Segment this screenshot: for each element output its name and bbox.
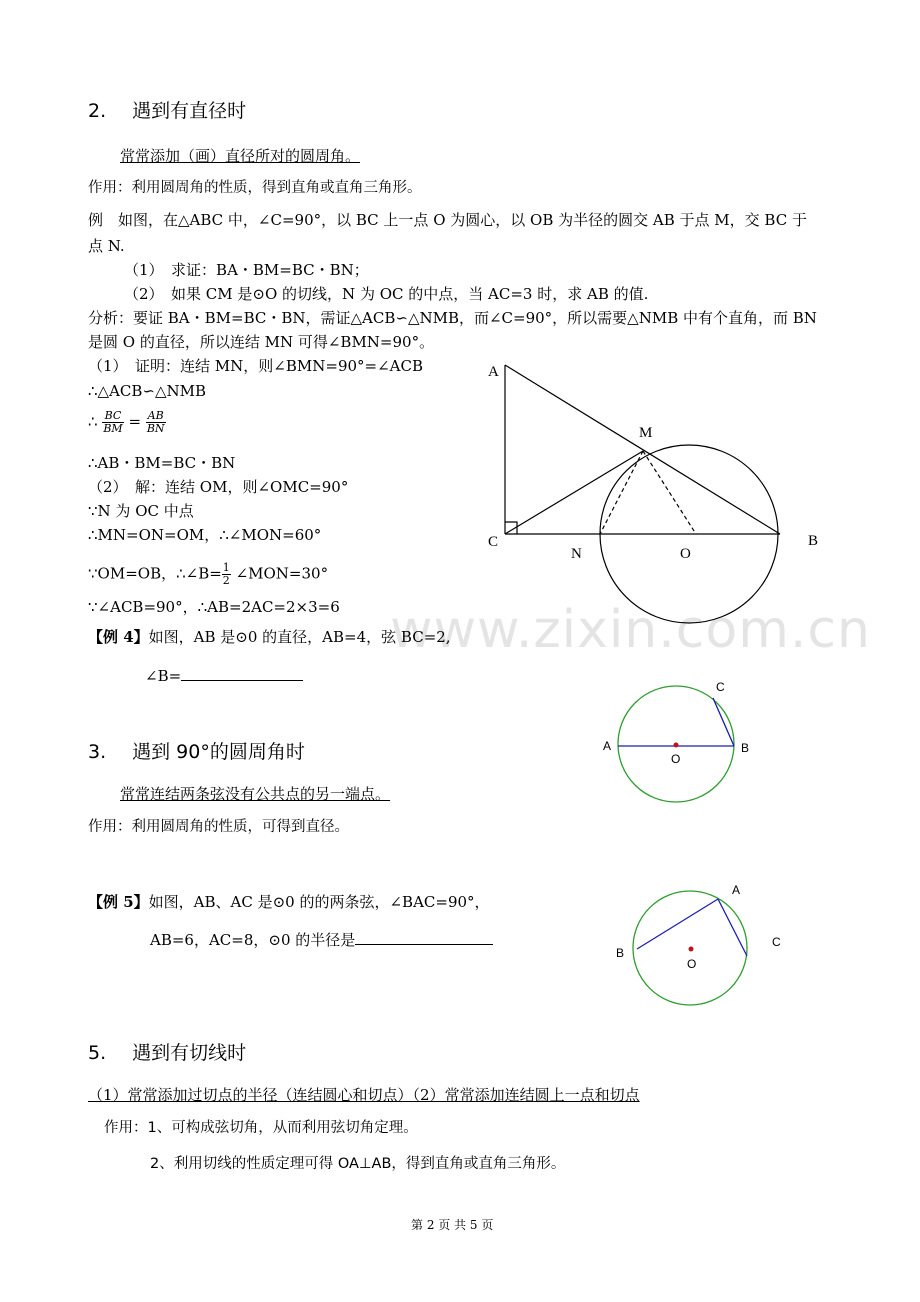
proof-line: ∴△ACB∽△NMB xyxy=(88,382,207,400)
chord-bc xyxy=(713,698,734,746)
effect-text: 作用：利用圆周角的性质，得到直角或直角三角形。 xyxy=(88,180,422,196)
question-2: （2） 如果 CM 是⊙O 的切线，N 为 OC 的中点，当 AC=3 时，求 AB 的值. xyxy=(124,285,649,303)
example-4: 【例 4】如图，AB 是⊙0 的直径，AB=4，弦 BC=2, xyxy=(88,628,451,646)
proof-line: ∴AB・BM=BC・BN xyxy=(88,454,236,472)
label-c: C xyxy=(716,680,725,694)
center-point xyxy=(689,947,694,952)
analysis-line: 是圆 O 的直径，所以连结 MN 可得∠BMN=90°。 xyxy=(88,333,435,351)
page-footer: 第 2 页 共 5 页 xyxy=(411,1218,494,1232)
label-a: A xyxy=(732,883,741,897)
label-o: O xyxy=(680,546,691,562)
section-2-heading xyxy=(88,100,246,124)
section-5-heading: 5. 遇到有切线时 xyxy=(88,1042,247,1064)
label-c: C xyxy=(772,935,781,949)
triangle-circle-figure xyxy=(470,350,830,630)
solution-line: ∴MN=ON=OM，∴∠MON=60° xyxy=(88,526,322,544)
label-n: N xyxy=(571,546,582,562)
effect-text: 2、利用切线的性质定理可得 OA⊥AB，得到直角或直角三角形。 xyxy=(150,1156,566,1172)
example-4-figure xyxy=(595,672,765,814)
example-5-answer: AB=6，AC=8，⊙0 的半径是 xyxy=(150,930,493,950)
question-1: （1） 求证：BA・BM=BC・BN； xyxy=(124,261,369,279)
method-text: 常常连结两条弦没有公共点的另一端点。 xyxy=(120,785,391,803)
example-5-figure xyxy=(608,878,788,1012)
segment-mo xyxy=(643,451,696,534)
solution-line: ∵∠ACB=90°，∴AB=2AC=2×3=6 xyxy=(88,598,340,616)
watermark: www.zixin.com.cn xyxy=(390,600,871,660)
example-line: 点 N. xyxy=(88,237,125,255)
solution-line: ∵N 为 OC 中点 xyxy=(88,502,194,520)
solution-line: ∵OM=OB，∴∠B= $\frac{1}{2}$ ∠MON=30° xyxy=(88,561,329,588)
label-o: O xyxy=(687,957,697,971)
center-point xyxy=(674,743,679,748)
section-number: 2. xyxy=(88,100,107,122)
example-line: 例 如图，在△ABC 中，∠C=90°，以 BC 上一点 O 为圆心，以 OB 为半径的圆交 AB 于点 M，交 BC 于 xyxy=(88,211,807,229)
fraction: $\frac{BC}{BM}$ xyxy=(103,409,123,436)
effect-text: 作用：1、可构成弦切角，从而利用弦切角定理。 xyxy=(104,1120,418,1136)
proof-fraction-line: ∴ $\frac{BC}{BM}$ = $\frac{AB}{BN}$ xyxy=(88,409,165,436)
proof-line: （1） 证明：连结 MN，则∠BMN=90°=∠ACB xyxy=(88,357,423,375)
answer-blank[interactable] xyxy=(355,930,493,945)
section-title: 遇到有直径时 xyxy=(132,100,247,122)
method-text: 常常添加（画）直径所对的圆周角。 xyxy=(120,147,361,165)
example-5: 【例 5】如图，AB、AC 是⊙0 的的两条弦，∠BAC=90°， xyxy=(88,893,490,911)
section-3-heading: 3. 遇到 90°的圆周角时 xyxy=(88,741,305,763)
label-a: A xyxy=(488,364,499,380)
segment-cm xyxy=(505,451,643,534)
label-m: M xyxy=(639,425,653,441)
label-b: B xyxy=(741,741,750,755)
method-text: （1）常常添加过切点的半径（连结圆心和切点）（2）常常添加连结圆上一点和切点 xyxy=(88,1086,640,1104)
label-b: B xyxy=(808,533,819,549)
label-c: C xyxy=(488,534,499,550)
effect-text: 作用：利用圆周角的性质，可得到直径。 xyxy=(88,819,349,835)
solution-line: （2） 解：连结 OM，则∠OMC=90° xyxy=(88,478,349,496)
label-o: O xyxy=(671,752,681,766)
fraction-half: $\frac{1}{2}$ xyxy=(222,561,230,588)
fraction: $\frac{AB}{BN}$ xyxy=(146,409,165,436)
answer-blank[interactable] xyxy=(181,666,303,681)
example-4-answer: ∠B= xyxy=(145,666,303,686)
chord-ab xyxy=(637,899,718,949)
label-b: B xyxy=(616,946,625,960)
analysis-line: 分析：要证 BA・BM=BC・BN，需证△ACB∽△NMB，而∠C=90°，所以需要△NMB 中有个直角，而 BN xyxy=(88,309,817,327)
label-a: A xyxy=(603,739,612,753)
